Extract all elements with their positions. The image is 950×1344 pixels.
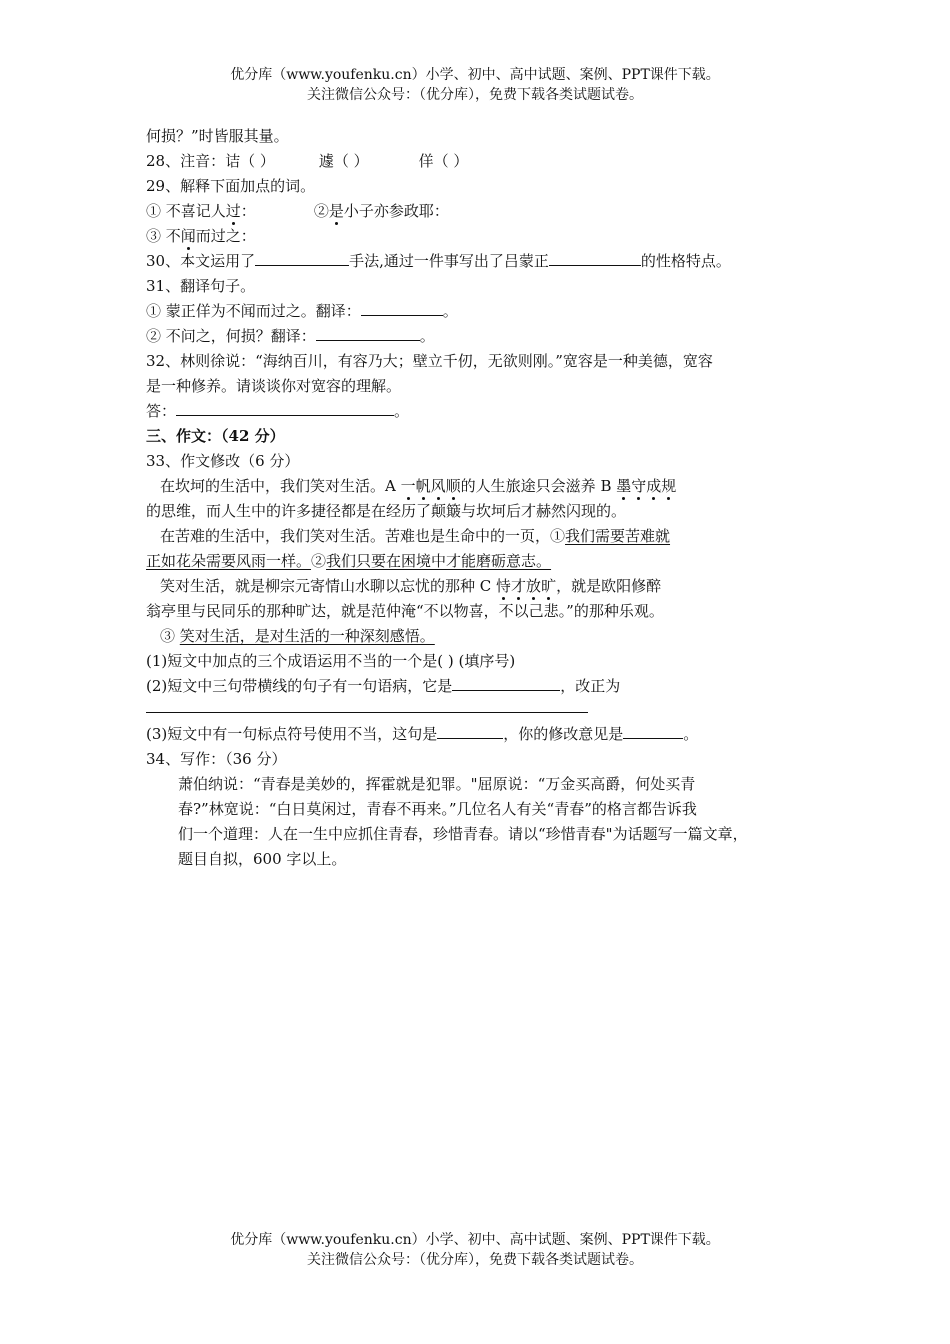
question-32-line-2: 是一种修养。请谈谈你对宽容的理解。	[146, 377, 402, 395]
underlined-sentence-1-cont: 正如花朵需要风雨一样。	[146, 552, 312, 570]
footer-line-1: 优分库（www.youfenku.cn）小学、初中、高中试题、案例、PPT课件下载。	[230, 1232, 720, 1248]
q32-answer-blank[interactable]	[176, 401, 394, 416]
q33-para-3-line-1: 笑对生活，就是柳宗元寄情山水聊以忘忧的那种 C 恃才放旷，就是欧阳修醉	[160, 577, 662, 595]
q34-line-2: 春?”林宽说：“白日莫闲过，青春不再来。”几位名人有关“青春”的格言都告诉我	[178, 800, 697, 818]
q34-line-4: 题目自拟，600 字以上。	[178, 850, 347, 868]
question-34-title: 34、写作：（36 分）	[146, 750, 287, 768]
q33-para-2-line-2: 正如花朵需要风雨一样。②我们只要在困境中才能磨砺意志。	[146, 552, 552, 570]
q33-sub-3-blank-1[interactable]	[437, 724, 503, 739]
underlined-sentence-1: 我们需要苦难就	[565, 527, 671, 545]
question-30: 30、本文运用了 手法,通过一件事写出了吕蒙正 的性格特点。	[146, 252, 731, 270]
underlined-sentence-2: 我们只要在困境中才能磨砺意志。	[326, 552, 552, 570]
question-31-s1: ① 蒙正佯为不闻而过之。翻译： 。	[146, 302, 458, 320]
q28-label: 28、注音：	[146, 152, 226, 170]
question-33-title: 33、作文修改（6 分）	[146, 452, 300, 470]
q33-para-1-line-1: 在坎坷的生活中，我们笑对生活。A 一帆风顺的人生旅途只会滋养 B 墨守成规	[160, 477, 677, 495]
q34-line-3: 们一个道理：人在一生中应抓住青春，珍惜青春。请以“珍惜青春"为话题写一篇文章，	[178, 825, 748, 843]
header-line-1: 优分库（www.youfenku.cn）小学、初中、高中试题、案例、PPT课件下载。	[230, 67, 720, 83]
q29-item-1: ① 不喜记人	[146, 202, 226, 220]
footer-line-2: 关注微信公众号：（优分库），免费下载各类试题试卷。	[307, 1252, 643, 1268]
q34-line-1: 萧伯纳说：“青春是美妙的，挥霍就是犯罪。"屈原说：“万金买高爵，何处买青	[178, 775, 696, 793]
q29-dotted-word-2: 是	[328, 202, 344, 220]
header-line-2: 关注微信公众号：（优分库），免费下载各类试题试卷。	[307, 87, 643, 103]
q33-correction-line[interactable]	[146, 712, 588, 713]
q28-item-a: 诘（ ）	[225, 152, 275, 170]
q31-blank-1[interactable]	[361, 301, 443, 316]
question-29-title: 29、解释下面加点的词。	[146, 177, 316, 195]
q28-item-c: 佯（ ）	[418, 152, 469, 170]
section-3-heading: 三、作文：（42 分）	[146, 427, 285, 445]
q33-para-4: ③ 笑对生活，是对生活的一种深刻感悟。	[160, 627, 435, 645]
q29-dotted-word-1: 过	[225, 202, 241, 220]
q33-sub-2: (2)短文中三句带横线的句子有一句语病，它是 ，改正为	[146, 677, 621, 695]
q31-blank-2[interactable]	[316, 326, 420, 341]
q30-blank-2[interactable]	[549, 251, 641, 266]
question-32-answer: 答： 。	[146, 402, 410, 420]
q33-sub-1: (1)短文中加点的三个成语运用不当的一个是( ) (填序号)	[146, 652, 516, 670]
line-continuation: 何损？”时皆服其量。	[146, 127, 289, 145]
q33-para-3-line-2: 翁亭里与民同乐的那种旷达，就是范仲淹“不以物喜，不以己悲。”的那种乐观。	[146, 602, 664, 620]
question-32-line-1: 32、林则徐说：“海纳百川，有容乃大；壁立千仞，无欲则刚。”宽容是一种美德，宽容	[146, 352, 713, 370]
question-29-items: ① 不喜记人过： ②是小子亦参政耶：	[146, 202, 449, 220]
idiom-a: 一帆风顺	[400, 477, 461, 495]
q33-para-1-line-2: 的思维，而人生中的许多捷径都是在经历了颠簸与坎坷后才赫然闪现的。	[146, 502, 627, 520]
idiom-c: 恃才放旷	[496, 577, 557, 595]
question-31-title: 31、翻译句子。	[146, 277, 256, 295]
q29-dotted-word-3: 闻	[180, 227, 196, 245]
question-29-item-3: ③ 不闻而过之：	[146, 227, 256, 245]
q28-item-b: 遽（ ）	[318, 152, 369, 170]
idiom-b: 墨守成规	[616, 477, 677, 495]
underlined-sentence-3: 笑对生活，是对生活的一种深刻感悟。	[179, 627, 435, 645]
question-28	[146, 151, 468, 171]
q33-para-2-line-1: 在苦难的生活中，我们笑对生活。苦难也是生命中的一页，①我们需要苦难就	[160, 527, 671, 545]
q33-sub-3-blank-2[interactable]	[623, 724, 683, 739]
q33-sub-3: (3)短文中有一句标点符号使用不当，这句是 ，你的修改意见是 。	[146, 725, 699, 743]
q30-blank-1[interactable]	[255, 251, 349, 266]
question-31-s2: ② 不问之，何损？翻译： 。	[146, 327, 435, 345]
q29-item-2: ②	[313, 202, 329, 220]
q33-sub-2-blank[interactable]	[452, 676, 560, 691]
